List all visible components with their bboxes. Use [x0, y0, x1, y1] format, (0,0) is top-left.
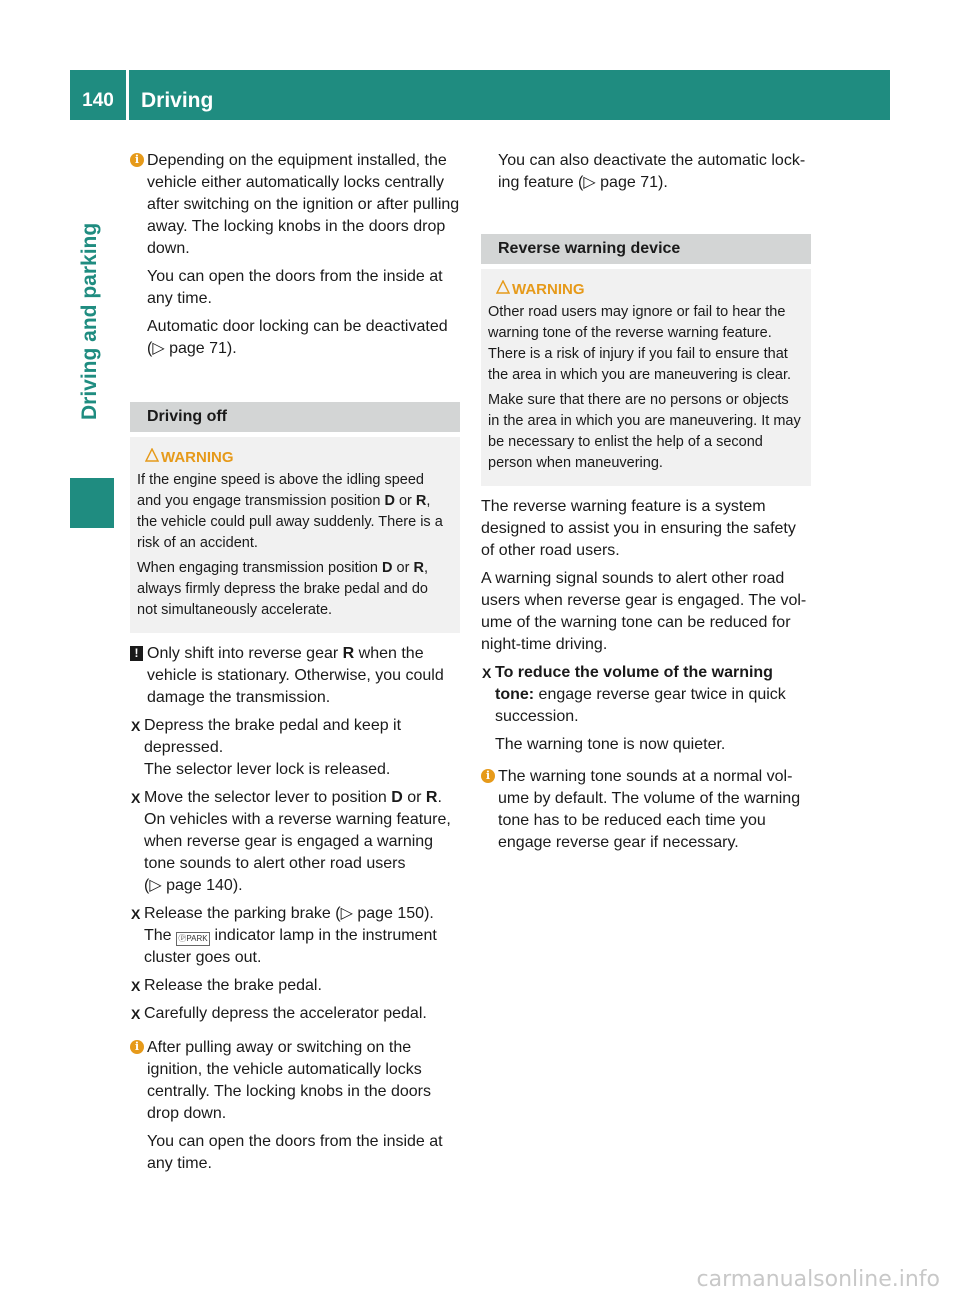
warning-header: WARNING — [488, 279, 801, 300]
right-column — [481, 150, 811, 860]
page-ref-icon: ▷ — [149, 877, 162, 894]
body-paragraph: A warning signal sounds to alert other road users when reverse gear is engaged. The volume of the warning tone can be reduced for night-time driving. — [481, 570, 807, 653]
section-heading-driving-off: Driving off — [130, 402, 460, 432]
intro-text: You can also deactivate the automatic locking feature (▷ page 71). — [498, 152, 806, 191]
page-ref-icon: ▷ — [340, 905, 353, 922]
page-ref-icon: ▷ — [152, 340, 165, 357]
page-ref-link[interactable]: page 71). — [169, 340, 237, 357]
warning-box — [130, 437, 460, 633]
warning-triangle-icon — [496, 280, 510, 294]
exclamation-icon: ! — [130, 646, 143, 661]
warning-text: Make sure that there are no persons or objects in the area in which you are maneuvering. It may be necessary to enlist the help of a second person when maneuvering. — [488, 392, 801, 471]
info-note: i The warning tone sounds at a normal volume by default. The volume of the warning tone has to be reduced each time you engage reverse gear if necessary. — [481, 766, 811, 854]
info-icon: i — [130, 153, 144, 167]
warning-triangle-icon — [145, 448, 159, 462]
warning-text: If the engine speed is above the idling speed and you engage transmission position D or R, the vehicle could pull away suddenly. There is a risk of an accident. — [137, 472, 443, 551]
side-tab-label: Driving and parking — [78, 222, 101, 420]
info-note: i Depending on the equipment installed, the vehicle either automatically locks centrally after switching on the ignition or after pulling away. The locking knobs in the doors drop down. — [130, 150, 460, 260]
step-arrow-icon: X — [131, 978, 141, 994]
section-heading-reverse-warning: Reverse warning device — [481, 234, 811, 264]
warning-box — [481, 269, 811, 486]
body-paragraph: The reverse warning feature is a system designed to assist you in ensuring the safety of other road users. — [481, 498, 796, 559]
warning-text: Other road users may ignore or fail to hear the warning tone of the reverse warning feature. There is a risk of injury if you fail to ensure that the area in which you are maneuvering is clear. — [488, 304, 792, 383]
page-ref-link[interactable]: page 71). — [600, 174, 668, 191]
page-title: Driving — [141, 89, 214, 112]
step-arrow-icon: X — [131, 718, 141, 734]
parking-brake-lamp-icon: ⓅPARK — [176, 932, 210, 946]
step-item: X Move the selector lever to position D or R. On vehicles with a reverse warning feature, when reverse gear is engaged a warning tone sounds to alert other road users (▷ page 140). — [131, 789, 451, 894]
page-ref-link[interactable]: page 150). — [357, 905, 434, 922]
info-note-text: Automatic door locking can be deactivated (▷ page 71). — [147, 318, 448, 357]
step-arrow-icon: X — [131, 790, 141, 806]
page-ref-link[interactable]: page 140). — [166, 877, 243, 894]
step-arrow-icon: X — [131, 1006, 141, 1022]
page-number: 140 — [82, 90, 114, 111]
step-item: X Release the brake pedal. — [130, 975, 460, 997]
header-divider — [126, 70, 129, 120]
step-arrow-icon: X — [482, 665, 492, 681]
notice: ! Only shift into reverse gear R when the vehicle is stationary. Otherwise, you could damage the transmission. — [130, 643, 460, 709]
step-item: X Carefully depress the accelerator pedal. — [130, 1003, 460, 1025]
warning-text: When engaging transmission position D or R, always firmly depress the brake pedal and do not simultaneously accelerate. — [137, 560, 428, 618]
left-column — [130, 150, 460, 1181]
info-icon: i — [130, 1040, 144, 1054]
step-item: X Depress the brake pedal and keep it depressed. The selector lever lock is released. — [131, 717, 402, 778]
info-icon: i — [481, 769, 495, 783]
info-note: i After pulling away or switching on the ignition, the vehicle automatically locks centrally. The locking knobs in the doors drop down. — [130, 1037, 460, 1125]
step-item: X Release the parking brake (▷ page 150). The ⓅPARK indicator lamp in the instrument cluster goes out. — [131, 905, 437, 966]
watermark: carmanualsonline.info — [696, 1267, 940, 1292]
step-item: X To reduce the volume of the warning tone: engage reverse gear twice in quick succession. The warning tone is now quieter. — [482, 664, 786, 753]
step-arrow-icon: X — [131, 906, 141, 922]
info-note-text: You can open the doors from the inside at any time. — [147, 268, 443, 307]
warning-header: WARNING — [137, 447, 450, 468]
info-note-text: You can open the doors from the inside at any time. — [147, 1133, 443, 1172]
page-ref-icon: ▷ — [583, 174, 596, 191]
side-tab-marker — [70, 478, 114, 528]
